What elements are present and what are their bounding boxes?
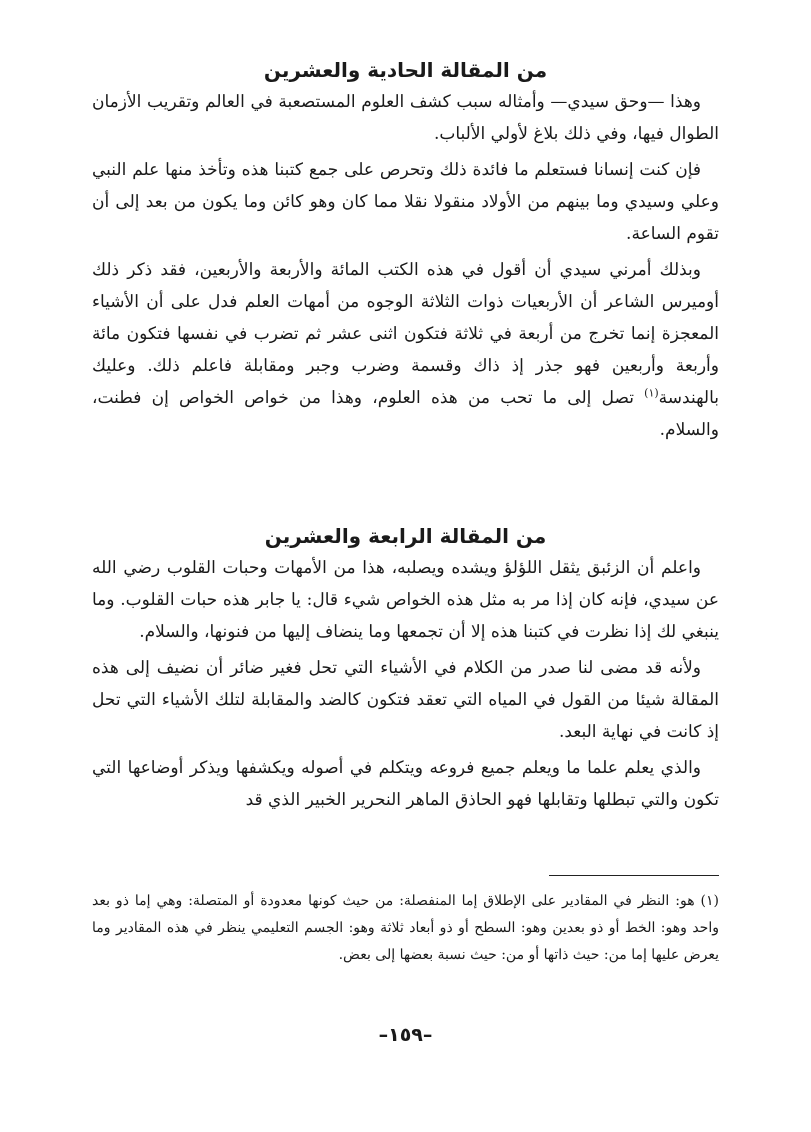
section-heading-24: من المقالة الرابعة والعشرين	[264, 524, 547, 548]
section-body-24	[92, 552, 719, 820]
paragraph-text: تصل إلى ما تحب من هذه العلوم، وهذا من خواص الخواص إن فطنت، والسلام.	[92, 388, 719, 440]
section-body-21	[92, 86, 719, 450]
section-heading-21: من المقالة الحادية والعشرين	[263, 58, 548, 82]
paragraph-with-footnote	[92, 254, 719, 446]
paragraph-text: وبذلك أمرني سيدي أن أقول في هذه الكتب المائة والأربعة والأربعين، فقد ذكر ذلك أوميرس الشاعر أن الأربعيات ذوات الثلاثة الوجوه من أمهات العلم فدل على أن الأشياء المعجزة إنما تخرج من أربعة في ثلاثة فتكون اثنى عشر ثم تضرب في نفسها فتكون مائة وأربعة وأربعين فهو جذر إذ ذاك وقسمة وضرب وجبر ومقابلة فاعلم ذلك. وعليك بالهندسة	[92, 260, 719, 408]
paragraph: ولأنه قد مضى لنا صدر من الكلام في الأشياء التي تحل فغير ضائر أن نضيف إلى هذه المقالة شيئا من القول في المياه التي تعقد فتكون كالضد والمقابلة لتلك الأشياء التي تحل إذ كانت في نهاية البعد.	[92, 658, 719, 742]
footnote-divider	[549, 875, 719, 876]
footnote: (١) هو: النظر في المقادير على الإطلاق إما المنفصلة: من حيث كونها معدودة أو المتصلة: وهي إما ذو بعد واحد وهو: الخط أو ذو بعدين وهو: السطح أو ذو أبعاد ثلاثة وهو: الجسم التعليمي ينظر في هذه المقادير وما يعرض عليها إما من: حيث ذاتها أو من: حيث نسبة بعضها إلى بعض.	[92, 893, 719, 963]
footnote-reference: (١)	[644, 386, 659, 400]
paragraph: وهذا —وحق سيدي— وأمثاله سبب كشف العلوم المستصعبة في العالم وتقريب الأزمان الطوال فيها، وفي ذلك بلاغ لأولي الألباب.	[92, 92, 719, 144]
paragraph: فإن كنت إنسانا فستعلم ما فائدة ذلك وتحرص على جمع كتبنا هذه وتأخذ منها علم النبي وعلي وسيدي وما بينهم من الأولاد منقولا نقلا مما كان وهو كائن وما يكون من بعد إلى أن تقوم الساعة.	[92, 160, 719, 244]
paragraph: والذي يعلم علما ما ويعلم جميع فروعه ويتكلم في أصوله ويكشفها ويذكر أوضاعها التي تكون والتي تبطلها وتقابلها فهو الحاذق الماهر النحرير الخبير الذي قد	[92, 758, 719, 810]
paragraph: واعلم أن الزئبق يثقل اللؤلؤ ويشده ويصلبه، هذا من الأمهات وحبات القلوب رضي الله عن سيدي، فإنه كان إذا مر به مثل هذه الخواص شيء قال: يا جابر هذه حبات القلوب. وما ينبغي لك إذا نظرت في كتبنا هذه إلا أن تجمعها وما ينضاف إليها من فنونها، والسلام.	[92, 558, 719, 642]
page-number: –١٥٩–	[378, 1024, 433, 1046]
